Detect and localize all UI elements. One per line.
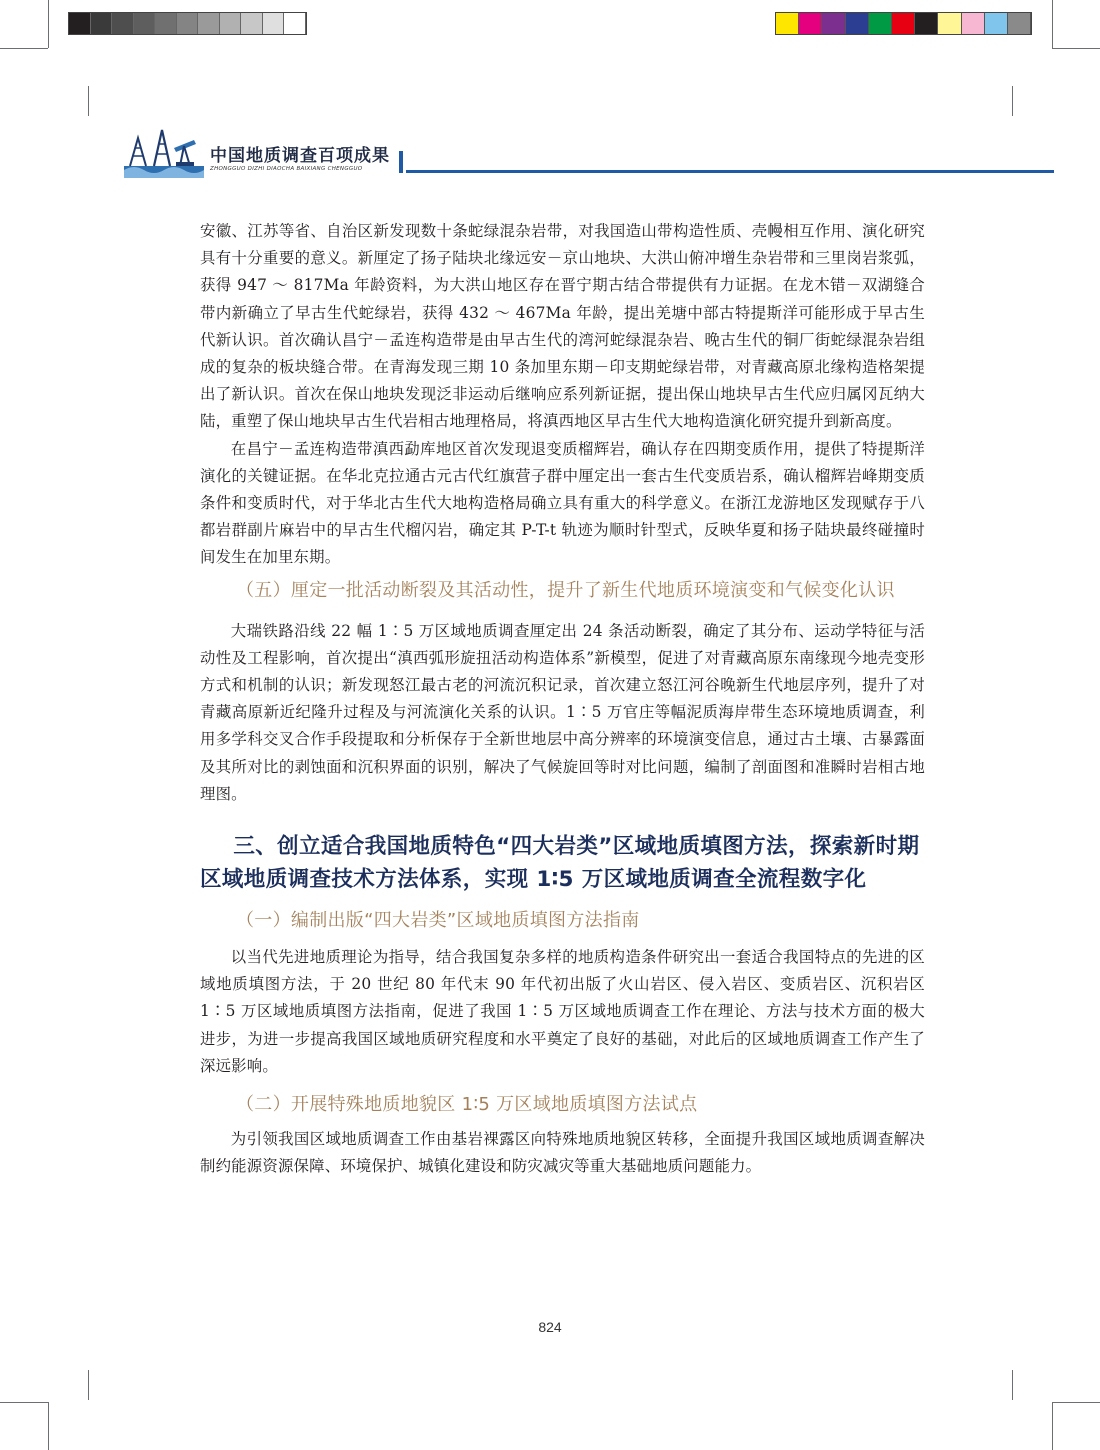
color-swatch	[938, 13, 961, 34]
header-rule	[406, 170, 1054, 173]
gray-swatch	[112, 13, 134, 34]
crop-mark	[0, 1402, 48, 1403]
page-body	[200, 218, 925, 1180]
running-header	[124, 126, 1054, 186]
body-paragraph: 安徽、江苏等省、自治区新发现数十条蛇绿混杂岩带，对我国造山带构造性质、壳幔相互作用、演化研究具有十分重要的意义。新厘定了扬子陆块北缘远安－京山地块、大洪山俯冲增生杂岩带和三里岗岩浆弧，获得 947 ～ 817Ma 年龄资料，为大洪山地区存在晋宁期古结合带提供有力证据。在龙木错－双湖缝合带内新确立了早古生代蛇绿岩，获得 432 ～ 467Ma 年龄，提出羌塘中部古特提斯洋可能形成于早古生代新认识。首次确认昌宁－孟连构造带是由早古生代的湾河蛇绿混杂岩、晚古生代的铜厂街蛇绿混杂岩组成的复杂的板块缝合带。在青海发现三期 10 条加里东期－印支期蛇绿岩带，对青藏高原北缘构造格架提出了新认识。首次在保山地块发现泛非运动后继响应系列新证据，提出保山地块早古生代应归属冈瓦纳大陆，重塑了保山地块早古生代岩相古地理格局，将滇西地区早古生代大地构造演化研究提升到新高度。	[200, 222, 925, 431]
gray-swatch	[177, 13, 199, 34]
body-paragraph: 大瑞铁路沿线 22 幅 1∶5 万区域地质调查厘定出 24 条活动断裂，确定了其分布、运动学特征与活动性及工程影响，首次提出“滇西弧形旋扭活动构造体系”新模型，促进了对青藏高原东南缘现今地壳变形方式和机制的认识；新发现怒江最古老的河流沉积记录，首次建立怒江河谷晚新生代地层序列，提升了对青藏高原新近纪隆升过程及与河流演化关系的认识。1∶5 万官庄等幅泥质海岸带生态环境地质调查，利用多学科交叉合作手段提取和分析保存于全新世地层中高分辨率的环境演变信息，通过古土壤、古暴露面及其所对比的剥蚀面和沉积界面的识别，解决了气候旋回等时对比问题，编制了剖面图和准瞬时岩相古地理图。	[200, 621, 925, 803]
gray-swatch	[263, 13, 285, 34]
grayscale-bar	[68, 12, 307, 35]
gray-swatch	[220, 13, 242, 34]
oil-derrick-logo-icon	[124, 126, 204, 178]
color-swatch	[962, 13, 985, 34]
color-swatch	[799, 13, 822, 34]
color-swatch	[846, 13, 869, 34]
color-swatch	[869, 13, 892, 34]
gray-swatch	[69, 13, 91, 34]
color-swatch	[915, 13, 938, 34]
crop-mark	[88, 1370, 89, 1400]
body-paragraph: 在昌宁－孟连构造带滇西勐库地区首次发现退变质榴辉岩，确认存在四期变质作用，提供了特提斯洋演化的关键证据。在华北克拉通古元古代红旗营子群中厘定出一套古生代变质岩系，确认榴辉岩峰期变质条件和变质时代，对于华北古生代大地构造格局确立具有重大的科学意义。在浙江龙游地区发现赋存于八都岩群副片麻岩中的早古生代榴闪岩，确定其 P-T-t 轨迹为顺时针型式，反映华夏和扬子陆块最终碰撞时间发生在加里东期。	[200, 439, 925, 567]
crop-mark	[1012, 1370, 1013, 1400]
crop-mark	[1052, 48, 1100, 49]
color-swatch	[985, 13, 1008, 34]
series-title: 中国地质调查百项成果	[210, 146, 390, 166]
color-swatch	[776, 13, 799, 34]
body-paragraph: 为引领我国区域地质调查工作由基岩裸露区向特殊地质地貌区转移，全面提升我国区域地质调查解决制约能源资源保障、环境保护、城镇化建设和防灾减灾等重大基础地质问题能力。	[200, 1130, 925, 1176]
color-swatch	[822, 13, 845, 34]
crop-mark	[1052, 1402, 1053, 1450]
crop-mark	[1052, 1402, 1100, 1403]
subsection-heading: （一）编制出版“四大岩类”区域地质填图方法指南	[236, 910, 640, 932]
series-pinyin: ZHONGGUO DIZHI DIAOCHA BAIXIANG CHENGGUO	[210, 166, 363, 172]
gray-swatch	[198, 13, 220, 34]
gray-swatch	[134, 13, 156, 34]
gray-swatch	[155, 13, 177, 34]
crop-mark	[88, 86, 89, 116]
crop-mark	[48, 1402, 49, 1450]
header-accent-block	[399, 151, 403, 173]
gray-swatch	[91, 13, 113, 34]
color-bar	[775, 12, 1032, 35]
crop-mark	[1012, 86, 1013, 116]
color-swatch	[892, 13, 915, 34]
subsection-heading: （二）开展特殊地质地貌区 1∶5 万区域地质填图方法试点	[236, 1094, 698, 1116]
body-paragraph: 以当代先进地质理论为指导，结合我国复杂多样的地质构造条件研究出一套适合我国特点的先进的区域地质填图方法，于 20 世纪 80 年代末 90 年代初出版了火山岩区、侵入岩区、变质岩区、沉积岩区 1∶5 万区域地质填图方法指南，促进了我国 1∶5 万区域地质调查工作在理论、方法与技术方面的极大进步，为进一步提高我国区域地质研究程度和水平奠定了良好的基础，对此后的区域地质调查工作产生了深远影响。	[200, 948, 925, 1075]
section-heading: 三、创立适合我国地质特色“四大岩类”区域地质填图方法，探索新时期区域地质调查技术方法体系，实现 1∶5 万区域地质调查全流程数字化	[200, 834, 920, 893]
gray-swatch	[241, 13, 263, 34]
page-number: 824	[538, 1319, 562, 1335]
subsection-heading: （五）厘定一批活动断裂及其活动性，提升了新生代地质环境演变和气候变化认识	[236, 579, 895, 601]
crop-mark	[1052, 0, 1053, 48]
gray-swatch	[284, 13, 306, 34]
crop-mark	[0, 48, 48, 49]
color-swatch	[1008, 13, 1031, 34]
crop-mark	[48, 0, 49, 48]
